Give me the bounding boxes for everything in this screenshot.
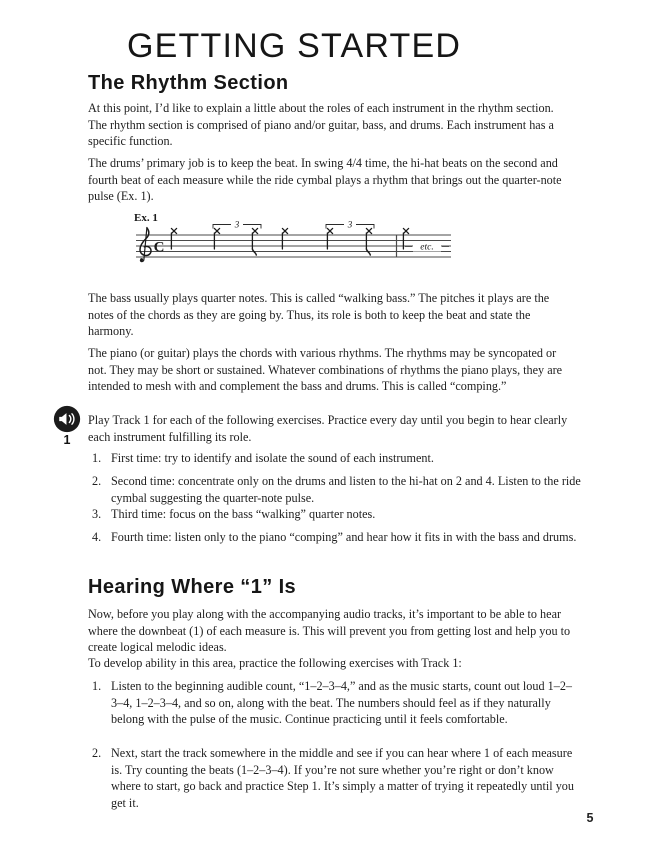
list-item-number: 3. bbox=[92, 507, 102, 521]
treble-clef-icon bbox=[140, 228, 151, 262]
page-title: GETTING STARTED bbox=[127, 27, 462, 65]
list-item-text: First time: try to identify and isolate the sound of each instrument. bbox=[111, 451, 434, 465]
music-example-ex1 bbox=[130, 211, 462, 280]
list-item bbox=[92, 678, 582, 728]
triplet-number: 3 bbox=[234, 219, 240, 230]
paragraph-rhythm-roles: At this point, I’d like to explain a little about the roles of each instrument in the rhythm section. The rhythm section is comprised of piano and/or guitar, bass, and drums. Each instrument has a specific function. bbox=[88, 101, 554, 149]
etc-label: etc. bbox=[420, 242, 434, 253]
track-number: 1 bbox=[63, 433, 71, 447]
example-label: Ex. 1 bbox=[134, 212, 158, 224]
paragraph-develop-ability: To develop ability in this area, practice the following exercises with Track 1: bbox=[88, 656, 462, 670]
list-item-number: 2. bbox=[92, 474, 102, 488]
time-signature: C bbox=[153, 239, 165, 256]
list-item-text: Third time: focus on the bass “walking” quarter notes. bbox=[111, 507, 376, 521]
paragraph-bass: The bass usually plays quarter notes. This is called “walking bass.” The pitches it plays are the notes of the chords as they are going by. Thus, its role is both to keep the beat and state the harmony. bbox=[88, 291, 550, 339]
paragraph-piano: The piano (or guitar) plays the chords with various rhythms. The rhythms may be syncopated or not. They may be short or sustained. Whatever combinations of rhythms the piano plays, they are intended to mesh with and complement the bass and drums. This is called “comping.” bbox=[88, 346, 563, 394]
paragraph-downbeat: Now, before you play along with the accompanying audio tracks, it’s important to be able to hear where the downbeat (1) of each measure is. This will prevent you from getting lost and help you to create logical melodic ideas. bbox=[88, 607, 571, 655]
list-item bbox=[92, 529, 582, 546]
page-number: 5 bbox=[586, 811, 594, 825]
etc-marking bbox=[405, 242, 449, 253]
list-item-text: Fourth time: listen only to the piano “comping” and hear how it fits in with the bass and drums. bbox=[111, 530, 577, 544]
list-item bbox=[92, 473, 582, 506]
paragraph-drums: The drums’ primary job is to keep the beat. In swing 4/4 time, the hi-hat beats on the second and fourth beat of each measure while the ride cymbal plays a rhythm that brings out the quarter-note pulse (Ex. 1). bbox=[88, 156, 562, 204]
triplet-number: 3 bbox=[347, 219, 353, 230]
list-item bbox=[92, 745, 582, 811]
list-item bbox=[92, 450, 582, 467]
speaker-icon bbox=[53, 405, 81, 433]
list-item-number: 1. bbox=[92, 451, 102, 465]
section-heading-hearing-where-1-is: Hearing Where “1” Is bbox=[88, 576, 297, 598]
list-item-number: 4. bbox=[92, 530, 102, 544]
section-heading-rhythm-section: The Rhythm Section bbox=[88, 72, 289, 94]
paragraph-play-track: Play Track 1 for each of the following exercises. Practice every day until you begin to hear clearly each instrument fulfilling its role. bbox=[88, 413, 568, 444]
cymbal-notes bbox=[171, 228, 408, 255]
list-item-number: 1. bbox=[92, 679, 102, 693]
music-staff bbox=[130, 211, 462, 275]
list-item-number: 2. bbox=[92, 746, 102, 760]
list-item-text: Second time: concentrate only on the drums and listen to the hi-hat on 2 and 4. Listen to the ride cymbal suggesting the quarter-note pulse. bbox=[111, 474, 581, 505]
list-item bbox=[92, 506, 582, 523]
list-item-text: Listen to the beginning audible count, “1–2–3–4,” and as the music starts, count out loud 1–2–3–4, 1–2–3–4, and so on, along with the beat. The numbers should feel as if they naturally belong with the pulse of the music. Continue practicing until it feels comfortable. bbox=[111, 679, 573, 727]
list-item-text: Next, start the track somewhere in the middle and see if you can hear where 1 of each measure is. Try counting the beats (1–2–3–4). If you’re not sure whether you’re right or don’t know where to start, go back and practice Step 1. It’s simply a matter of trying it repeatedly until you get it. bbox=[111, 746, 574, 810]
